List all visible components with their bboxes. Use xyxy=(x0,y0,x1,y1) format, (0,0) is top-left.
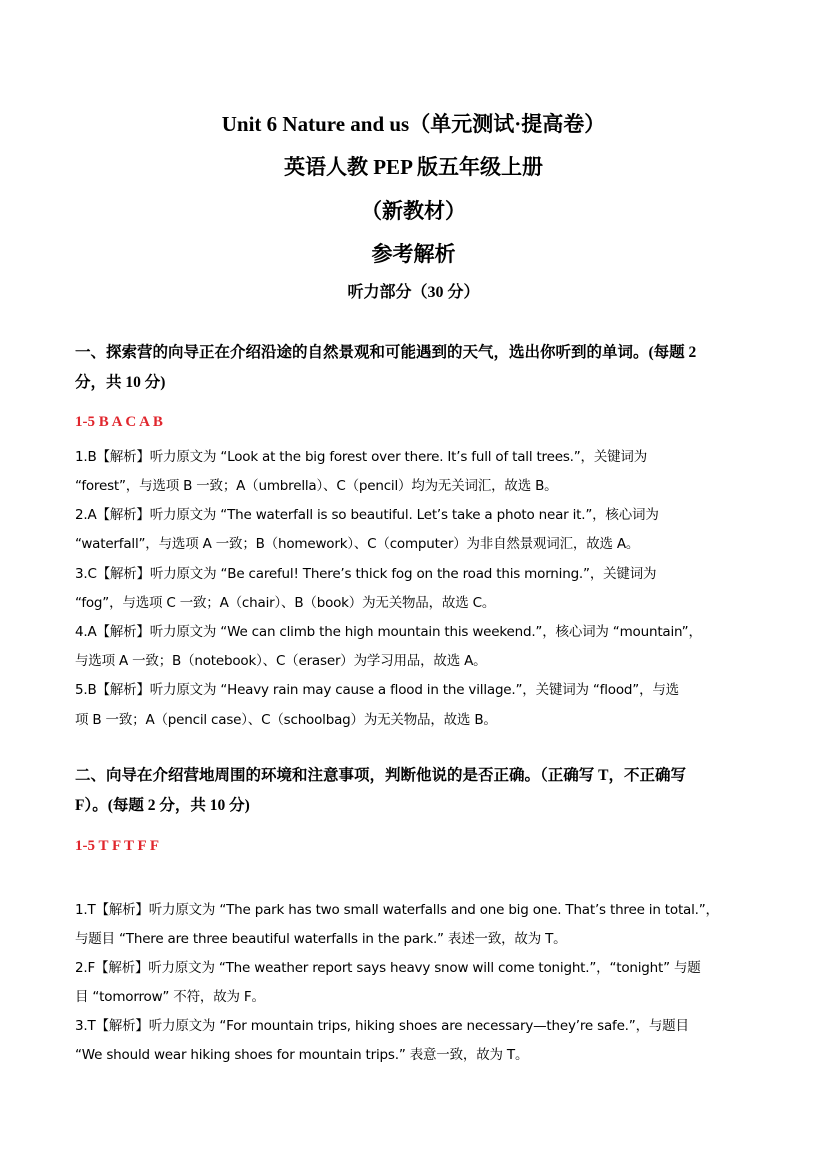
section1-answer-key: 1-5 B A C A B xyxy=(75,414,163,430)
section2-heading: 二、向导在介绍营地周围的环境和注意事项，判断他说的是否正确。（正确写 T，不正确写 xyxy=(75,767,686,784)
section2-line: 目 “tomorrow” 不符，故为 F。 xyxy=(75,989,265,1005)
doc-subtitle-grade: 英语人教 PEP 版五年级上册 xyxy=(283,155,543,179)
section2-line: 与题目 “There are three beautiful waterfalls in the park.” 表述一致，故为 T。 xyxy=(75,931,567,947)
section2-line: 1.T【解析】听力原文为 “The park has two small waterfalls and one big one. That’s three in total.”， xyxy=(75,902,719,918)
doc-subtitle-answers: 参考解析 xyxy=(371,242,456,266)
section1-line: 项 B 一致；A（pencil case）、C（schoolbag）为无关物品，故选 B。 xyxy=(75,712,497,728)
section1-heading-cont: 分，共 10 分) xyxy=(75,374,166,391)
section1-line: 2.A【解析】听力原文为 “The waterfall is so beautiful. Let’s take a photo near it.”，核心词为 xyxy=(75,507,659,523)
section2-answer-key: 1-5 T F T F F xyxy=(75,838,160,854)
section1-heading: 一、探索营的向导正在介绍沿途的自然景观和可能遇到的天气，选出你听到的单词。(每题 2 xyxy=(75,344,697,361)
section2-heading-cont: F）。(每题 2 分，共 10 分) xyxy=(75,797,250,814)
section1-line: “forest”，与选项 B 一致；A（umbrella）、C（pencil）均为无关词汇，故选 B。 xyxy=(75,478,558,494)
section2-line: 3.T【解析】听力原文为 “For mountain trips, hiking shoes are necessary—they’re safe.”，与题目 xyxy=(75,1018,689,1034)
section1-line: 与选项 A 一致；B（notebook）、C（eraser）为学习用品，故选 A。 xyxy=(75,653,487,669)
section1-line: 4.A【解析】听力原文为 “We can climb the high mountain this weekend.”，核心词为 “mountain”， xyxy=(75,624,702,640)
section1-line: “fog”，与选项 C 一致；A（chair）、B（book）为无关物品，故选 C。 xyxy=(75,595,496,611)
section1-line: 1.B【解析】听力原文为 “Look at the big forest over there. It’s full of tall trees.”，关键词为 xyxy=(75,449,648,465)
listening-part-heading: 听力部分（30 分） xyxy=(347,284,480,301)
section1-line: 5.B【解析】听力原文为 “Heavy rain may cause a flood in the village.”，关键词为 “flood”，与选 xyxy=(75,682,679,698)
section2-line: 2.F【解析】听力原文为 “The weather report says heavy snow will come tonight.”，“tonight” 与题 xyxy=(75,960,701,976)
section2-line: “We should wear hiking shoes for mountain trips.” 表意一致，故为 T。 xyxy=(75,1047,529,1063)
section1-line: “waterfall”，与选项 A 一致；B（homework）、C（computer）为非自然景观词汇，故选 A。 xyxy=(75,536,640,552)
doc-title: Unit 6 Nature and us（单元测试·提高卷） xyxy=(221,112,606,136)
doc-subtitle-edition: （新教材） xyxy=(361,199,466,223)
section1-line: 3.C【解析】听力原文为 “Be careful! There’s thick fog on the road this morning.”，关键词为 xyxy=(75,566,657,582)
